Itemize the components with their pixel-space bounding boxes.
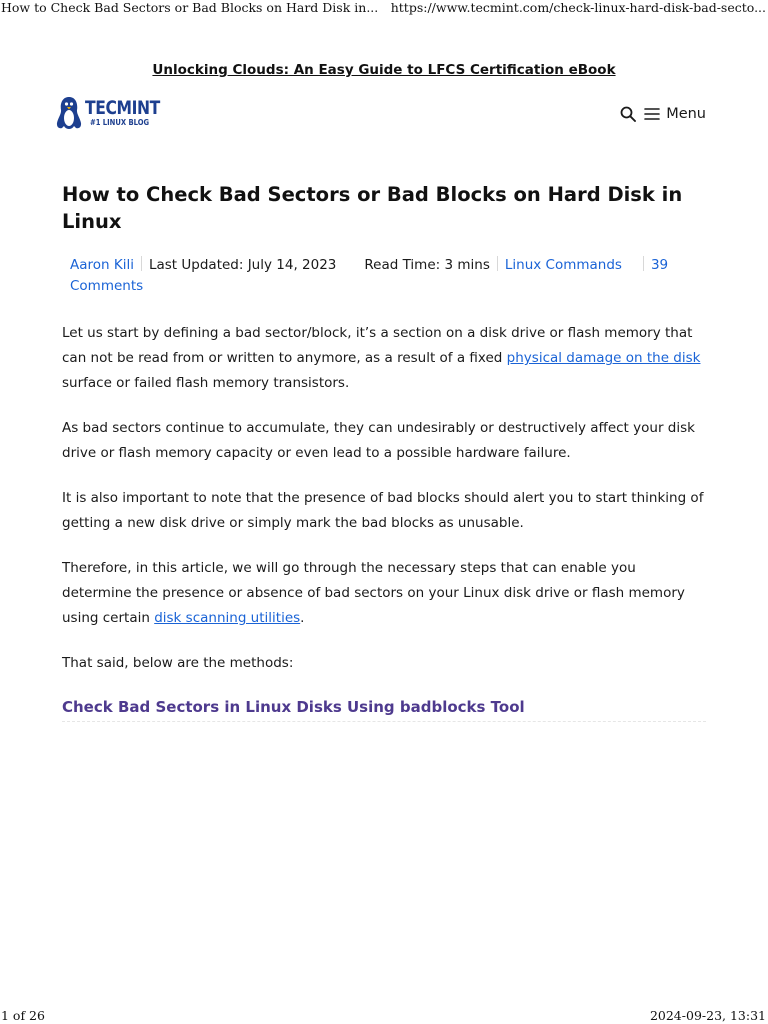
meta-divider xyxy=(141,256,142,271)
paragraph: That said, below are the methods: xyxy=(62,655,294,671)
site-header xyxy=(56,96,706,132)
article-meta xyxy=(62,255,708,297)
paragraph: Let us start by defining a bad sector/block, it’s a section on a disk drive or flash memory that can not be read from or written to anymore, as a result of a fixed physical damage on the disk surface or failed flash memory transistors. xyxy=(62,325,701,391)
print-header xyxy=(0,0,768,18)
print-header-title: How to Check Bad Sectors or Bad Blocks on Hard Disk in... xyxy=(1,0,379,15)
menu-button[interactable]: Menu xyxy=(666,106,706,122)
search-icon[interactable] xyxy=(620,106,636,122)
disk-scanning-utilities-link[interactable]: disk scanning utilities xyxy=(154,610,301,626)
meta-divider xyxy=(643,256,644,271)
read-time: Read Time: 3 mins xyxy=(364,257,490,273)
last-updated: Last Updated: July 14, 2023 xyxy=(148,257,337,273)
article-title: How to Check Bad Sectors or Bad Blocks on Hard Disk in Linux xyxy=(62,183,683,233)
hamburger-menu-icon[interactable] xyxy=(644,107,660,121)
logo-name: TECMINT xyxy=(85,97,160,119)
physical-damage-link[interactable]: physical damage on the disk xyxy=(506,350,701,366)
paragraph: It is also important to note that the presence of bad blocks should alert you to start thinking of getting a new disk drive or simply mark the bad blocks as unusable. xyxy=(62,490,704,531)
article xyxy=(62,181,708,722)
section-heading: Check Bad Sectors in Linux Disks Using badblocks Tool xyxy=(62,696,706,722)
author-link[interactable]: Aaron Kili xyxy=(70,257,134,273)
header-nav xyxy=(620,104,706,124)
article-body xyxy=(62,321,708,676)
meta-divider xyxy=(497,256,498,271)
logo-text xyxy=(85,96,176,127)
print-footer xyxy=(0,1008,768,1024)
promo-ebook-link[interactable]: Unlocking Clouds: An Easy Guide to LFCS Certification eBook xyxy=(152,62,616,78)
paragraph: As bad sectors continue to accumulate, they can undesirably or destructively affect your disk drive or flash memory capacity or even lead to a possible hardware failure. xyxy=(62,420,695,461)
promo-banner xyxy=(0,59,768,78)
paragraph: Therefore, in this article, we will go through the necessary steps that can enable you determine the presence or absence of bad sectors on your Linux disk drive or flash memory using certain disk scanning utilities. xyxy=(62,560,685,626)
page-counter: 1 of 26 xyxy=(1,1008,45,1023)
print-header-url: https://www.tecmint.com/check-linux-hard-disk-bad-secto... xyxy=(390,0,766,15)
comments-link[interactable]: 39 Comments xyxy=(70,257,669,294)
penguin-logo-icon xyxy=(56,96,82,130)
print-datetime: 2024-09-23, 13:31 xyxy=(649,1008,766,1023)
logo-tagline: #1 LINUX BLOG xyxy=(90,118,150,127)
category-link[interactable]: Linux Commands xyxy=(504,257,622,273)
site-logo[interactable] xyxy=(56,96,176,130)
